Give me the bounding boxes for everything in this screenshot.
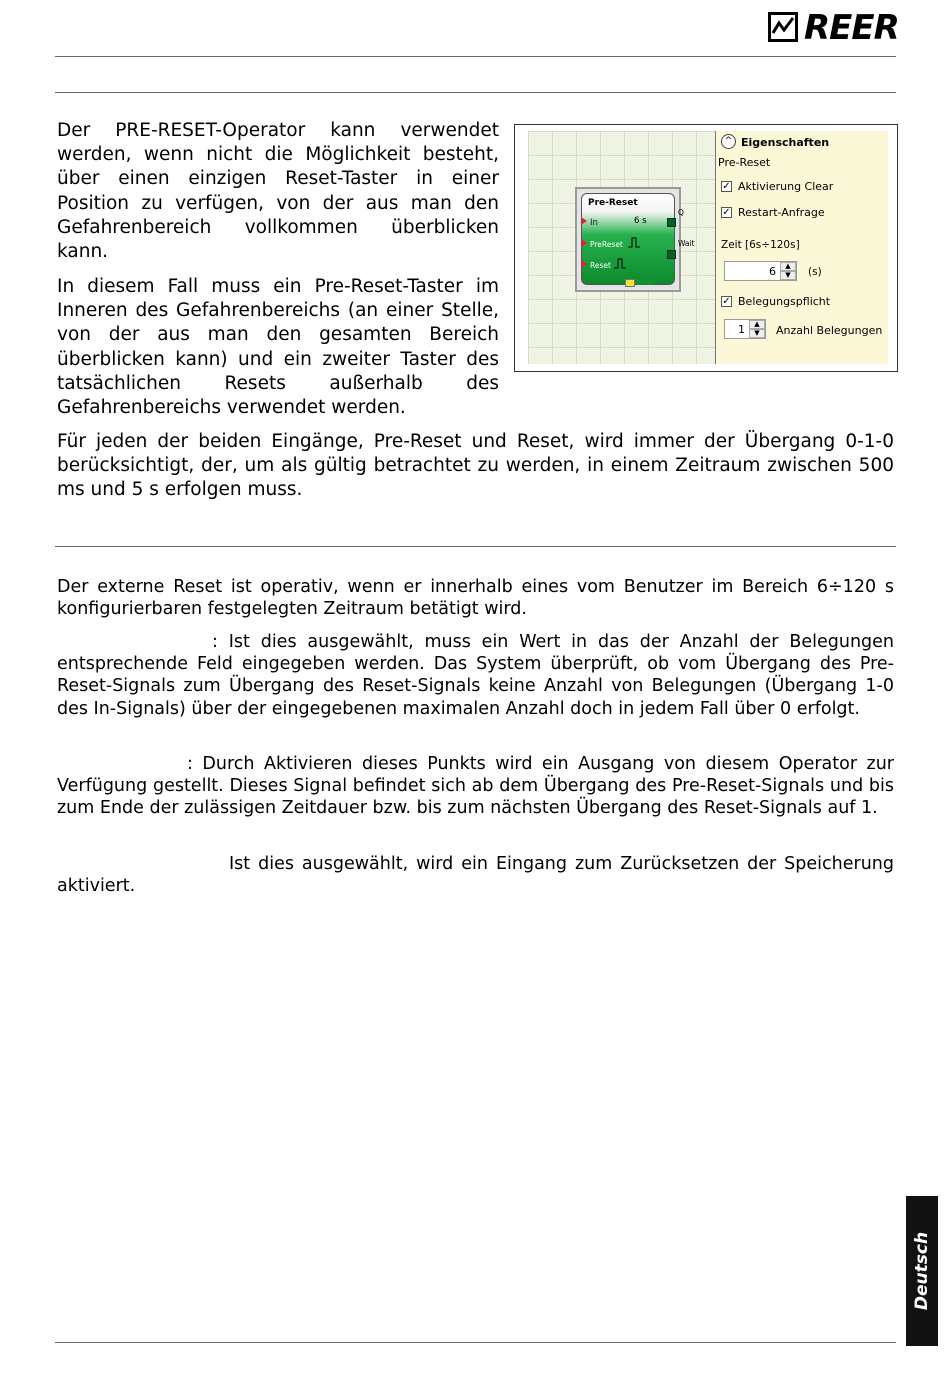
occupancy-required-checkbox[interactable]: ✓ xyxy=(722,296,731,307)
clear-label: Clear xyxy=(636,279,655,287)
restart-request-checkbox[interactable]: ✓ xyxy=(722,207,731,218)
clear-pin-icon xyxy=(625,279,635,287)
time-label: Zeit [6s÷120s] xyxy=(721,239,800,251)
output-wait-pin-icon xyxy=(667,250,676,259)
time-down-arrow-icon[interactable]: ▼ xyxy=(780,271,796,280)
time-value: 6 xyxy=(769,265,776,278)
occupancy-value: 1 xyxy=(738,323,745,336)
output-q-pin-icon xyxy=(667,218,676,227)
input-prereset-label: PreReset xyxy=(590,240,623,249)
pre-reset-block xyxy=(581,193,675,285)
activate-clear-checkbox[interactable]: ✓ xyxy=(722,181,731,192)
language-side-tab xyxy=(906,1196,938,1346)
intro-paragraph-2: In diesem Fall muss ein Pre-Reset-Taster im Inneren des Gefahrenbereichs (an einer Stelle, von der aus man den gesamten Bereich überblicken kann) und ein zweiter Taster des tatsächlichen Resets außerhalb des Gefahrenbereichs verwendet werden. xyxy=(57,276,499,419)
reer-logo xyxy=(768,8,899,48)
params-paragraph-1: Der externe Reset ist operativ, wenn er innerhalb eines vom Benutzer im Bereich 6÷120 s konfigurierbaren festgelegten Zeitraum betätigt wird. xyxy=(57,577,894,620)
properties-panel xyxy=(715,131,888,364)
input-reset-label: Reset xyxy=(590,261,611,270)
pin-in-icon xyxy=(581,217,587,225)
input-in-label: In xyxy=(590,218,598,228)
footer-rule xyxy=(55,1342,896,1343)
intro-paragraph-1: Der PRE-RESET-Operator kann verwendet werden, wenn nicht die Möglichkeit besteht, über einen einzigen Reset-Taster in einer Position zu verfügen, von der aus man den Gefahrenbereich vollkommen überblicken kann. xyxy=(57,120,499,263)
restart-request-label: Restart-Anfrage xyxy=(738,206,825,219)
params-paragraph-4: Ist dies ausgewählt, wird ein Eingang zum Zurücksetzen der Speicherung aktiviert. xyxy=(57,854,894,897)
pin-prereset-icon xyxy=(581,239,587,247)
output-q-label: Q xyxy=(678,208,684,217)
occupancy-up-arrow-icon[interactable]: ▲ xyxy=(749,320,765,329)
reer-logo-mark xyxy=(768,12,798,42)
params-paragraph-3: : Durch Aktivieren dieses Punkts wird ein Ausgang von diesem Operator zur Verfügung gestellt. Dieses Signal befindet sich ab dem Übergang des Pre-Reset-Signals und bis zum Ende der zulässigen Zeitdauer bzw. bis zum nächsten Übergang des Reset-Signals auf 1. xyxy=(57,754,894,819)
intro-paragraph-3: Für jeden der beiden Eingänge, Pre-Reset und Reset, wird immer der Übergang 0-1-0 berücksichtigt, der, um als gültig betrachtet zu werden, in einem Zeitraum zwischen 500 ms und 5 s erfolgen muss. xyxy=(57,431,894,501)
time-spinner[interactable] xyxy=(724,261,797,281)
pulse-icon-prereset xyxy=(628,236,640,248)
block-time: 6 s xyxy=(634,216,647,226)
properties-header: Eigenschaften xyxy=(741,136,830,149)
output-wait-label: Wait xyxy=(678,239,695,248)
time-unit: (s) xyxy=(808,266,822,278)
section-rule-middle xyxy=(55,546,896,547)
occupancy-spinner[interactable] xyxy=(724,319,766,339)
pulse-icon-reset xyxy=(614,257,626,269)
block-title: Pre-Reset xyxy=(588,198,638,208)
pre-reset-block-frame xyxy=(575,187,681,292)
properties-subtitle: Pre-Reset xyxy=(718,156,771,169)
reer-logo-text: REER xyxy=(804,8,899,48)
collapse-chevron-up-icon[interactable]: ^ xyxy=(721,134,736,149)
occupancy-count-label: Anzahl Belegungen xyxy=(776,324,883,337)
pin-reset-icon xyxy=(581,260,587,268)
language-label: Deutsch xyxy=(912,1231,932,1311)
canvas-grid xyxy=(528,131,716,364)
time-up-arrow-icon[interactable]: ▲ xyxy=(780,262,796,271)
params-paragraph-2: : Ist dies ausgewählt, muss ein Wert in das der Anzahl der Belegungen entsprechende Feld eingegeben werden. Das System überprüft, ob vom Übergang des Pre-Reset-Signals zum Übergang des Reset-Signals keine Anzahl von Belegungen (Übergang 1-0 des In-Signals) über der eingegebenen maximalen Anzahl doch in jedem Fall über 0 erfolgt. xyxy=(57,632,894,719)
activate-clear-label: Aktivierung Clear xyxy=(738,180,834,193)
occupancy-down-arrow-icon[interactable]: ▼ xyxy=(749,329,765,338)
pre-reset-screenshot xyxy=(514,124,898,372)
section-rule-top xyxy=(55,92,896,93)
occupancy-required-label: Belegungspflicht xyxy=(738,295,831,308)
header-rule xyxy=(55,56,896,57)
